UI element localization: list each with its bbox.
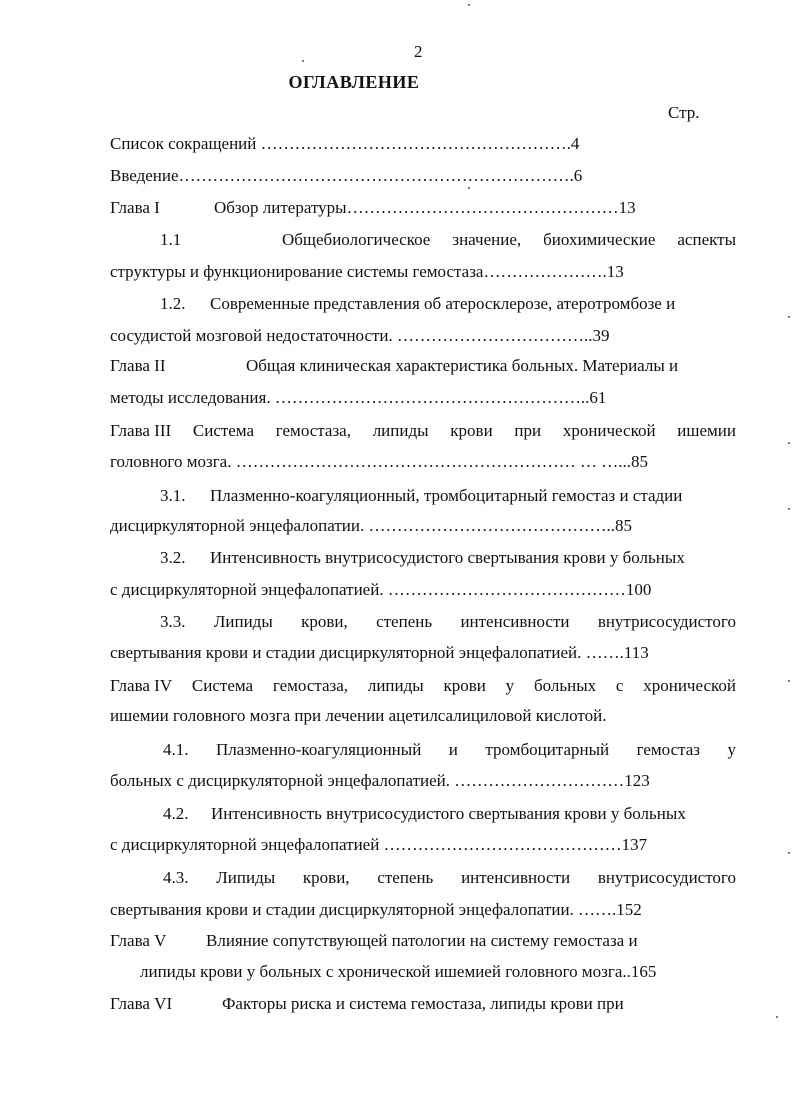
toc-word: степень <box>377 868 434 887</box>
toc-chapter-row <box>110 994 624 1014</box>
section-number: 4.1. <box>163 740 189 759</box>
page-column-label: Стр. <box>668 103 700 122</box>
toc-word: липиды <box>367 676 424 695</box>
chapter-title: Факторы риска и система гемостаза, липиды крови при <box>222 994 624 1013</box>
section-title: Интенсивность внутрисосудистого свертывания крови у больных <box>210 548 685 567</box>
toc-word: интенсивности <box>461 868 571 887</box>
toc-line: сосудистой мозговой недостаточности. ……………………………..39 <box>110 326 610 345</box>
scan-speck <box>776 1016 778 1018</box>
section-number: 3.2. <box>160 548 186 567</box>
toc-chapter-row <box>110 198 636 218</box>
toc-line: свертывания крови и стадии дисциркуляторной энцефалопатии. …….152 <box>110 900 642 919</box>
toc-word: больных <box>533 676 597 695</box>
toc-word: гемостаз <box>636 740 701 759</box>
toc-word: липиды <box>372 421 429 440</box>
toc-line: дисциркуляторной энцефалопатии. ……………………………………..85 <box>110 516 632 535</box>
toc-word: у <box>727 740 736 759</box>
toc-word: ишемии <box>677 421 736 440</box>
toc-section-row <box>163 740 736 760</box>
toc-chapter-row <box>110 356 678 376</box>
chapter-title: Общая клиническая характеристика больных. Материалы и <box>246 356 679 375</box>
toc-word: биохимические <box>543 230 656 249</box>
toc-word: значение, <box>452 230 522 249</box>
section-number: 4.2. <box>163 804 189 823</box>
toc-word: степень <box>376 612 433 631</box>
toc-word: хронической <box>562 421 656 440</box>
toc-word: Плазменно-коагуляционный <box>215 740 422 759</box>
toc-word: крови <box>443 676 486 695</box>
scan-speck <box>788 316 790 318</box>
toc-line: структуры и функционирование системы гемостаза………………….13 <box>110 262 624 281</box>
toc-chapter-row <box>110 931 638 951</box>
scan-speck <box>788 852 790 854</box>
section-title: Интенсивность внутрисосудистого свертывания крови у больных <box>211 804 686 823</box>
toc-line: больных с дисциркуляторной энцефалопатией. …………………………123 <box>110 771 650 790</box>
toc-line: Список сокращений ……………………………………………….4 <box>110 134 580 153</box>
page-title: ОГЛАВЛЕНИЕ <box>288 72 420 92</box>
toc-word: интенсивности <box>460 612 570 631</box>
toc-word: крови, <box>302 868 350 887</box>
section-number: 4.3. <box>163 868 189 887</box>
toc-section-row <box>163 804 736 824</box>
scan-speck <box>468 187 470 189</box>
chapter-label: Глава I <box>110 198 160 217</box>
toc-word: хронической <box>643 676 736 695</box>
section-number: 1.2. <box>160 294 186 313</box>
toc-word: у <box>505 676 515 695</box>
chapter-label: Глава IV <box>110 676 173 695</box>
scan-speck <box>468 4 470 6</box>
toc-section-row <box>160 230 736 250</box>
toc-section-row <box>160 612 736 632</box>
toc-word: Липиды <box>216 868 276 887</box>
chapter-title: Влияние сопутствующей патологии на систему гемостаза и <box>206 931 638 950</box>
section-number: 3.3. <box>160 612 186 631</box>
section-title: Современные представления об атеросклерозе, атеротромбозе и <box>210 294 676 313</box>
toc-section-row <box>160 294 736 314</box>
toc-word: крови, <box>301 612 348 631</box>
scan-speck <box>788 442 790 444</box>
section-number: 3.1. <box>160 486 186 505</box>
section-number: 1.1 <box>160 230 182 249</box>
toc-line: свертывания крови и стадии дисциркуляторной энцефалопатией. …….113 <box>110 643 649 662</box>
toc-word: внутрисосудистого <box>597 612 736 631</box>
toc-line: ишемии головного мозга при лечении ацетилсалициловой кислотой. <box>110 706 607 725</box>
toc-word: с <box>615 676 624 695</box>
toc-section-row <box>163 868 736 888</box>
scan-speck <box>788 680 790 682</box>
toc-line: головного мозга. …………………………………………………… … …...85 <box>110 452 648 471</box>
toc-word: при <box>514 421 542 440</box>
toc-word: внутрисосудистого <box>597 868 736 887</box>
toc-line: с дисциркуляторной энцефалопатией ……………………………………137 <box>110 835 648 854</box>
toc-section-row <box>160 548 736 568</box>
toc-word: Система <box>192 421 255 440</box>
toc-word: Система <box>191 676 254 695</box>
toc-line: с дисциркуляторной энцефалопатией. ……………………………………100 <box>110 580 652 599</box>
toc-word: Общебиологическое <box>282 230 431 249</box>
toc-section-row <box>160 486 736 506</box>
toc-word: крови <box>450 421 493 440</box>
scan-speck <box>788 508 790 510</box>
chapter-label: Глава II <box>110 356 166 375</box>
page-number: 2 <box>414 42 423 61</box>
toc-chapter-row <box>110 421 736 441</box>
toc-word: и <box>448 740 458 759</box>
toc-word: гемостаза, <box>275 421 351 440</box>
chapter-label: Глава III <box>110 421 172 440</box>
toc-word: Липиды <box>213 612 273 631</box>
toc-word: гемостаза, <box>272 676 349 695</box>
toc-line: липиды крови у больных с хронической ишемией головного мозга..165 <box>140 962 657 981</box>
section-title: Плазменно-коагуляционный, тромбоцитарный гемостаз и стадии <box>210 486 683 505</box>
scan-speck <box>302 60 304 62</box>
chapter-label: Глава VI <box>110 994 173 1013</box>
toc-line: Введение…………………………………………………………….6 <box>110 166 583 185</box>
chapter-title: Обзор литературы…………………………………………13 <box>214 198 636 217</box>
toc-chapter-row <box>110 676 736 696</box>
chapter-label: Глава V <box>110 931 167 950</box>
toc-word: тромбоцитарный <box>485 740 610 759</box>
toc-line: методы исследования. ………………………………………………..61 <box>110 388 607 407</box>
toc-word: аспекты <box>677 230 736 249</box>
